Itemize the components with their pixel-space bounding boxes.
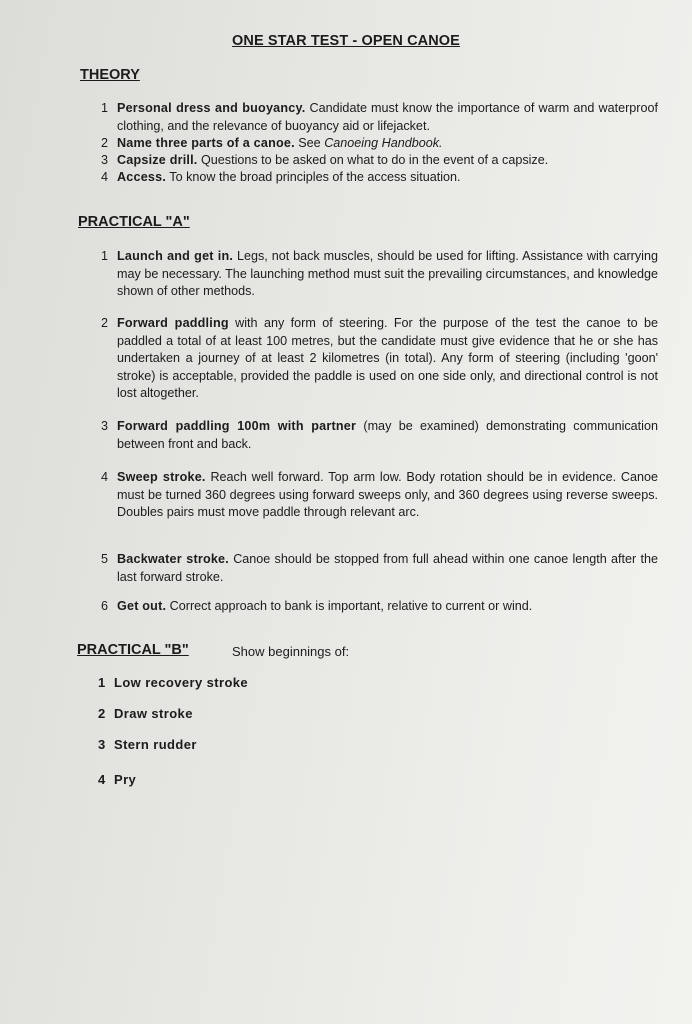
- item-number: 4: [98, 772, 106, 787]
- practical-b-item-4: [98, 772, 136, 787]
- item-text: Legs, not back muscles, should be used for lifting. Assistance with carrying may be necessary. The launching method must suit the prevailing circumstances, and knowledge shown of other methods.: [117, 249, 658, 298]
- item-label: Low recovery stroke: [114, 675, 249, 690]
- item-text: with any form of steering. For the purpose of the test the canoe to be paddled a total of at least 100 metres, but the candidate must give evidence that he or she has undertaken a journey of at least 2 kilometres (in total). Any form of steering (including 'goon' stroke) is acceptable, provided the paddle is used on one side only, and directional control is not lost altogether.: [117, 316, 658, 400]
- item-lead: Sweep stroke.: [117, 470, 206, 484]
- item-number: 3: [101, 153, 109, 167]
- item-number: 4: [101, 170, 109, 184]
- item-lead: Capsize drill.: [117, 153, 198, 167]
- item-text: Questions to be asked on what to do in the event of a capsize.: [197, 153, 549, 167]
- practical-b-heading: PRACTICAL "B": [77, 642, 189, 658]
- item-label: Stern rudder: [114, 737, 197, 752]
- item-number: 6: [101, 599, 109, 613]
- item-text: Correct approach to bank is important, relative to current or wind.: [166, 599, 533, 613]
- practical-b-note: Show beginnings of:: [232, 644, 350, 659]
- item-text: To know the broad principles of the access situation.: [166, 170, 461, 184]
- practical-a-item-3: [101, 418, 658, 453]
- practical-a-item-6: [101, 598, 658, 616]
- item-number: 2: [101, 316, 109, 330]
- item-lead: Personal dress and buoyancy.: [117, 101, 306, 115]
- practical-b-item-1: [98, 675, 248, 690]
- document-title: ONE STAR TEST - OPEN CANOE: [232, 33, 460, 49]
- item-text: Reach well forward. Top arm low. Body rotation should be in evidence. Canoe must be turned 360 degrees using forward sweeps only, and 360 degrees using reverse sweeps. Doubles pairs must move paddle through relevant arc.: [117, 470, 659, 519]
- item-number: 1: [101, 101, 109, 115]
- item-number: 3: [101, 419, 109, 433]
- item-number: 5: [101, 552, 109, 566]
- item-number: 3: [98, 737, 106, 752]
- item-text: See: [294, 136, 325, 150]
- practical-a-item-4: [101, 469, 659, 522]
- theory-item-2: [101, 135, 658, 153]
- item-label: Pry: [114, 772, 137, 787]
- item-lead: Access.: [117, 170, 167, 184]
- theory-item-3: [101, 152, 658, 170]
- practical-a-item-2: [101, 315, 658, 403]
- item-number: 1: [101, 249, 109, 263]
- practical-a-heading: PRACTICAL "A": [78, 214, 190, 230]
- item-lead: Get out.: [117, 599, 167, 613]
- item-italic-ref: Canoeing Handbook.: [324, 136, 443, 150]
- practical-a-item-1: [101, 248, 658, 301]
- item-text: Canoe should be stopped from full ahead within one canoe length after the last forward stroke.: [117, 552, 658, 584]
- item-lead: Forward paddling: [117, 316, 229, 330]
- theory-item-1: [101, 100, 658, 135]
- item-lead: Backwater stroke.: [117, 552, 229, 566]
- item-lead: Name three parts of a canoe.: [117, 136, 295, 150]
- item-number: 1: [98, 675, 106, 690]
- practical-a-item-5: [101, 551, 658, 586]
- item-text: Candidate must know the importance of warm and waterproof clothing, and the relevance of buoyancy aid or lifejacket.: [117, 101, 658, 133]
- practical-b-item-3: [98, 737, 197, 752]
- item-label: Draw stroke: [114, 706, 193, 721]
- item-lead: Launch and get in.: [117, 249, 234, 263]
- theory-item-4: [101, 169, 658, 187]
- item-lead: Forward paddling 100m with partner: [117, 419, 357, 433]
- item-text: (may be examined) demonstrating communication between front and back.: [117, 419, 658, 451]
- practical-b-item-2: [98, 706, 193, 721]
- item-number: 2: [98, 706, 106, 721]
- item-number: 2: [101, 136, 109, 150]
- item-number: 4: [101, 470, 109, 484]
- theory-heading: THEORY: [80, 67, 140, 83]
